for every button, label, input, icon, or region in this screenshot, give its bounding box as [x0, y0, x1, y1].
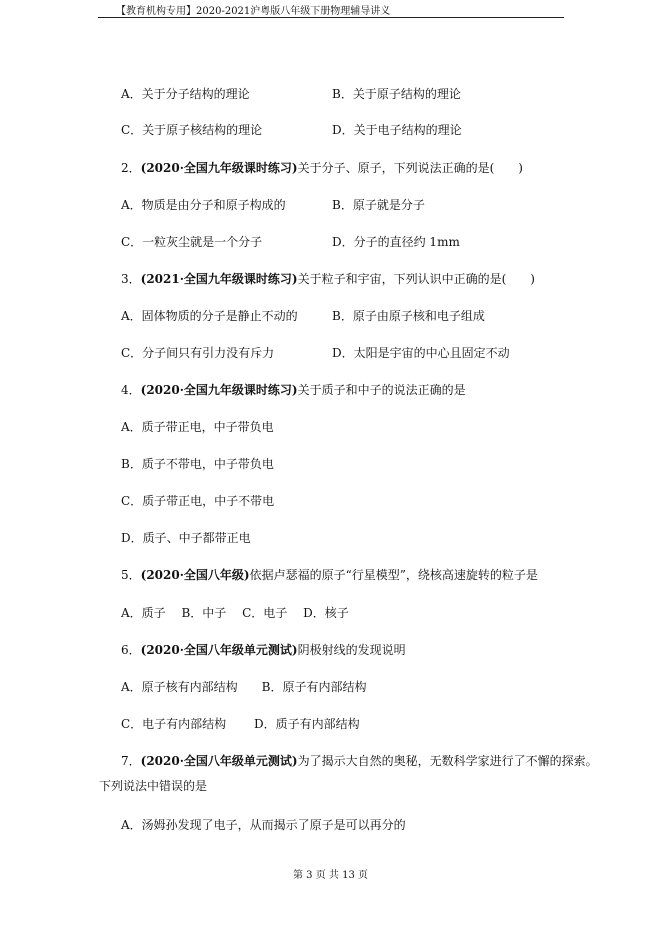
q4-option-d: D．质子、中子都带正电	[121, 531, 251, 545]
question-text: 为了揭示大自然的奥秘，无数科学家进行了不懈的探索。	[297, 754, 598, 768]
question-source: (2020·全国八年级)	[140, 568, 250, 582]
q3-option-d: D．太阳是宇宙的中心且固定不动	[332, 346, 510, 360]
q6-options-cd: C．电子有内部结构 D．质子有内部结构	[121, 717, 360, 731]
q1-option-c: C．关于原子核结构的理论	[121, 123, 263, 137]
question-source: (2020·全国九年级课时练习)	[140, 383, 298, 397]
question-4	[121, 382, 466, 398]
question-number: 2．	[121, 161, 141, 175]
q3-option-c: C．分子间只有引力没有斥力	[121, 346, 275, 360]
question-number: 7．	[121, 754, 141, 768]
q2-option-d: D．分子的直径约 1mm	[332, 235, 460, 249]
question-7-continued: 下列说法中错误的是	[99, 779, 208, 793]
question-source: (2020·全国八年级单元测试)	[140, 643, 298, 657]
question-3	[121, 271, 535, 287]
question-7	[121, 753, 598, 769]
question-number: 5．	[121, 568, 141, 582]
question-2	[121, 160, 523, 176]
q3-option-b: B．原子由原子核和电子组成	[332, 309, 485, 323]
question-number: 3．	[121, 272, 141, 286]
q4-option-b: B．质子不带电，中子带负电	[121, 457, 274, 471]
header-rule	[98, 17, 564, 18]
q4-option-a: A．质子带正电，中子带负电	[121, 420, 274, 434]
q1-option-b: B．关于原子结构的理论	[332, 87, 461, 101]
q6-options-ab: A．原子核有内部结构 B．原子有内部结构	[121, 680, 367, 694]
question-source: (2020·全国八年级单元测试)	[140, 754, 298, 768]
question-text: 关于粒子和宇宙，下列认识中正确的是( )	[297, 272, 535, 286]
page-header	[0, 0, 661, 20]
q5-options: A．质子 B．中子 C．电子 D．核子	[121, 606, 349, 620]
q7-option-a: A．汤姆孙发现了电子，从而揭示了原子是可以再分的	[121, 818, 406, 832]
q3-option-a: A．固体物质的分子是静止不动的	[121, 309, 298, 323]
question-source: (2021·全国九年级课时练习)	[140, 272, 298, 286]
question-number: 4．	[121, 383, 141, 397]
page-footer: 第 3 页 共 13 页	[293, 870, 368, 881]
question-source: (2020·全国九年级课时练习)	[140, 161, 298, 175]
q1-option-d: D．关于电子结构的理论	[332, 123, 462, 137]
question-text: 关于分子、原子，下列说法正确的是( )	[297, 161, 523, 175]
question-text: 依据卢瑟福的原子“行星模型”，绕核高速旋转的粒子是	[249, 568, 538, 582]
q4-option-c: C．质子带正电，中子不带电	[121, 494, 275, 508]
question-text: 关于质子和中子的说法正确的是	[297, 383, 466, 397]
header-title: 【教育机构专用】2020-2021沪粤版八年级下册物理辅导讲义	[116, 6, 391, 17]
q2-option-a: A．物质是由分子和原子构成的	[121, 198, 286, 212]
q2-option-b: B．原子就是分子	[332, 198, 425, 212]
q1-option-a: A．关于分子结构的理论	[121, 87, 250, 101]
question-5	[121, 567, 538, 583]
question-number: 6．	[121, 643, 141, 657]
q2-option-c: C．一粒灰尘就是一个分子	[121, 235, 263, 249]
question-6	[121, 642, 406, 658]
question-text: 阴极射线的发现说明	[297, 643, 406, 657]
